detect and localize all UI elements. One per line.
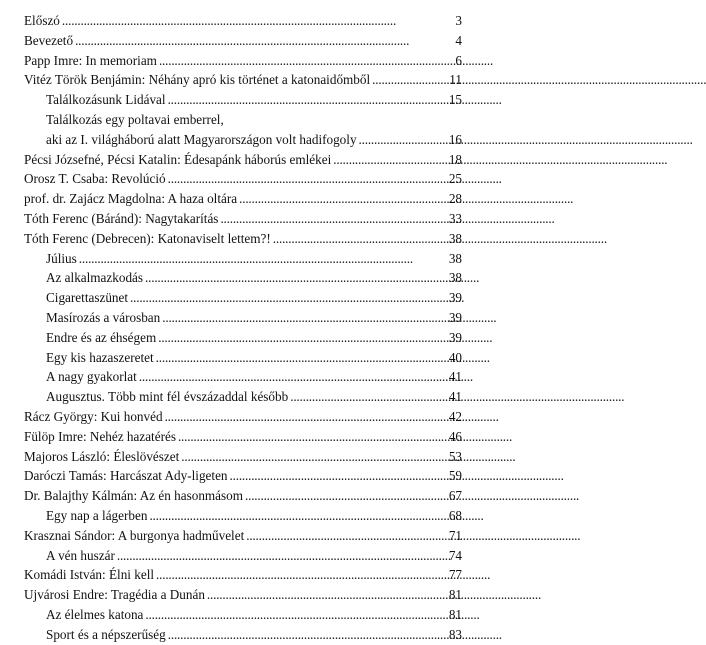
toc-entry-page-number: 42 bbox=[448, 408, 462, 424]
toc-entry bbox=[24, 625, 462, 645]
toc-entry-page-number: 6 bbox=[455, 52, 462, 68]
table-of-contents bbox=[24, 11, 462, 645]
toc-entry-title: Augusztus. Több mint fél évszázaddal később bbox=[46, 389, 289, 405]
toc-entry-page-number: 11 bbox=[449, 72, 462, 88]
toc-entry bbox=[24, 308, 462, 328]
toc-entry-title: A nagy gyakorlat bbox=[46, 369, 137, 385]
toc-entry bbox=[24, 249, 462, 269]
dot-leader bbox=[165, 407, 447, 427]
toc-entry-page-number: 16 bbox=[448, 131, 462, 147]
dot-leader bbox=[168, 625, 447, 645]
toc-entry-page-number: 18 bbox=[448, 151, 462, 167]
toc-entry-title: Majoros László: Éleslövészet bbox=[24, 448, 180, 464]
dot-leader bbox=[290, 387, 447, 407]
dot-leader bbox=[79, 249, 447, 269]
dot-leader bbox=[207, 585, 447, 605]
toc-entry-title: Pécsi Józsefné, Pécsi Katalin: Édesapánk háborús emlékei bbox=[24, 151, 332, 167]
toc-entry-page-number: 68 bbox=[448, 507, 462, 523]
toc-entry-page-number: 25 bbox=[448, 171, 462, 187]
toc-entry bbox=[24, 526, 462, 546]
toc-entry-title: Ujvárosi Endre: Tragédia a Dunán bbox=[24, 587, 205, 603]
toc-entry bbox=[24, 506, 462, 526]
dot-leader bbox=[145, 605, 446, 625]
toc-entry-page-number: 3 bbox=[455, 13, 462, 28]
toc-entry bbox=[24, 189, 462, 209]
toc-entry-title: Egy nap a lágerben bbox=[46, 507, 148, 523]
dot-leader bbox=[372, 70, 447, 90]
toc-entry-title: Tóth Ferenc (Báránd): Nagytakarítás bbox=[24, 210, 219, 226]
dot-leader bbox=[62, 11, 454, 31]
toc-entry-title: Az élelmes katona bbox=[46, 606, 144, 622]
toc-entry-page-number: 41 bbox=[448, 369, 462, 385]
toc-entry-title: Cigarettaszünet bbox=[46, 290, 129, 306]
toc-entry-page-number: 46 bbox=[448, 428, 462, 444]
toc-entry bbox=[24, 585, 462, 605]
toc-entry-title: Az alkalmazkodás bbox=[46, 270, 144, 286]
dot-leader bbox=[246, 526, 447, 546]
toc-entry bbox=[24, 130, 462, 150]
toc-entry bbox=[24, 565, 462, 585]
dot-leader bbox=[230, 466, 447, 486]
dot-leader bbox=[117, 546, 447, 566]
toc-entry-title: Tóth Ferenc (Debrecen): Katonaviselt lettem?! bbox=[24, 230, 271, 246]
dot-leader bbox=[158, 328, 447, 348]
toc-entry bbox=[24, 31, 462, 51]
toc-entry bbox=[24, 328, 462, 348]
dot-leader bbox=[333, 150, 447, 170]
toc-entry-page-number: 4 bbox=[455, 32, 462, 48]
toc-entry bbox=[24, 348, 462, 368]
toc-entry bbox=[24, 110, 462, 130]
dot-leader bbox=[245, 486, 447, 506]
toc-entry-title: Krasznai Sándor: A burgonya hadművelet bbox=[24, 527, 245, 543]
toc-entry bbox=[24, 447, 462, 467]
toc-entry bbox=[24, 387, 462, 407]
toc-entry-title: Endre és az éhségem bbox=[46, 329, 157, 345]
toc-entry-page-number: 38 bbox=[448, 250, 462, 266]
toc-entry-title: Masírozás a városban bbox=[46, 309, 161, 325]
dot-leader bbox=[178, 427, 447, 447]
dot-leader bbox=[149, 506, 446, 526]
dot-leader bbox=[162, 308, 447, 328]
toc-entry-page-number: 81 bbox=[448, 606, 462, 622]
toc-entry bbox=[24, 605, 462, 625]
dot-leader bbox=[130, 288, 447, 308]
dot-leader bbox=[181, 447, 447, 467]
toc-entry-title: Fülöp Imre: Nehéz hazatérés bbox=[24, 428, 176, 444]
toc-entry-title: Orosz T. Csaba: Revolúció bbox=[24, 171, 166, 187]
dot-leader bbox=[156, 348, 447, 368]
toc-entry bbox=[24, 466, 462, 486]
toc-entry-title: Rácz György: Kui honvéd bbox=[24, 408, 163, 424]
toc-entry-title: Bevezető bbox=[24, 32, 74, 48]
toc-entry-title: aki az I. világháború alatt Magyarországon volt hadifogoly bbox=[46, 131, 357, 147]
toc-entry bbox=[24, 288, 462, 308]
toc-entry-title: Dr. Balajthy Kálmán: Az én hasonmásom bbox=[24, 488, 244, 504]
dot-leader bbox=[168, 90, 447, 110]
toc-entry bbox=[24, 150, 462, 170]
toc-entry-title: Komádi István: Élni kell bbox=[24, 567, 155, 583]
dot-leader bbox=[359, 130, 447, 150]
toc-entry bbox=[24, 51, 462, 71]
dot-leader bbox=[168, 169, 447, 189]
toc-entry-page-number: 53 bbox=[448, 448, 462, 464]
toc-entry bbox=[24, 486, 462, 506]
dot-leader bbox=[220, 209, 446, 229]
toc-entry bbox=[24, 11, 462, 31]
dot-leader bbox=[75, 31, 453, 51]
toc-entry-page-number: 33 bbox=[448, 210, 462, 226]
toc-entry bbox=[24, 209, 462, 229]
dot-leader bbox=[156, 565, 447, 585]
toc-entry-title: Papp Imre: In memoriam bbox=[24, 52, 157, 68]
toc-entry-page-number: 40 bbox=[448, 349, 462, 365]
toc-entry-page-number: 41 bbox=[448, 389, 462, 405]
toc-entry bbox=[24, 407, 462, 427]
toc-entry bbox=[24, 268, 462, 288]
toc-entry-title: A vén huszár bbox=[46, 547, 115, 563]
toc-entry bbox=[24, 90, 462, 110]
toc-entry-title: Daróczi Tamás: Harcászat Ady-ligeten bbox=[24, 468, 228, 484]
toc-entry-title: Egy kis hazaszeretet bbox=[46, 349, 154, 365]
toc-entry-page-number: 39 bbox=[448, 290, 462, 306]
dot-leader bbox=[139, 367, 447, 387]
toc-entry-title: Sport és a népszerűség bbox=[46, 626, 166, 642]
toc-entry-page-number: 15 bbox=[448, 92, 462, 108]
toc-entry-page-number: 71 bbox=[448, 527, 462, 543]
toc-entry-title: Előszó bbox=[24, 13, 60, 28]
dot-leader bbox=[273, 229, 447, 249]
toc-entry-title: Találkozás egy poltavai emberrel, bbox=[46, 111, 224, 127]
toc-entry-title: prof. dr. Zajácz Magdolna: A haza oltára bbox=[24, 191, 238, 207]
toc-entry bbox=[24, 169, 462, 189]
toc-entry-page-number: 28 bbox=[448, 191, 462, 207]
toc-entry bbox=[24, 427, 462, 447]
toc-entry bbox=[24, 367, 462, 387]
toc-entry-page-number: 38 bbox=[448, 230, 462, 246]
toc-entry-page-number: 81 bbox=[448, 587, 462, 603]
toc-entry bbox=[24, 229, 462, 249]
dot-leader bbox=[145, 268, 447, 288]
toc-entry bbox=[24, 546, 462, 566]
toc-entry-page-number: 59 bbox=[448, 468, 462, 484]
toc-entry-page-number: 83 bbox=[448, 626, 462, 642]
toc-entry-title: Vitéz Török Benjámin: Néhány apró kis történet a katonaidőmből bbox=[24, 72, 371, 88]
dot-leader bbox=[159, 51, 453, 71]
toc-entry-page-number: 74 bbox=[448, 547, 462, 563]
toc-entry-page-number: 39 bbox=[448, 329, 462, 345]
toc-entry-page-number: 67 bbox=[448, 488, 462, 504]
toc-entry-page-number: 38 bbox=[448, 270, 462, 286]
toc-entry-page-number: 77 bbox=[448, 567, 462, 583]
toc-entry-title: Találkozásunk Lidával bbox=[46, 92, 166, 108]
dot-leader bbox=[239, 189, 447, 209]
toc-entry-title: Július bbox=[46, 250, 77, 266]
toc-entry-page-number: 39 bbox=[448, 309, 462, 325]
toc-entry bbox=[24, 70, 462, 90]
